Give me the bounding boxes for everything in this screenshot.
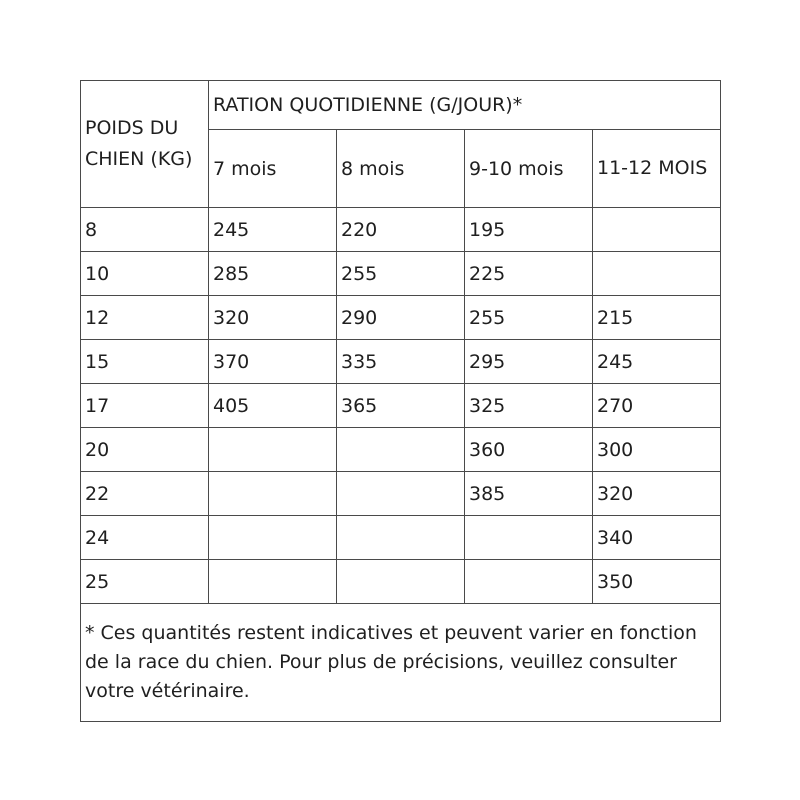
ration-cell: 195 bbox=[465, 208, 593, 252]
weight-cell: 20 bbox=[81, 428, 209, 472]
ration-cell: 215 bbox=[593, 296, 721, 340]
ration-cell: 360 bbox=[465, 428, 593, 472]
ration-cell bbox=[209, 472, 337, 516]
header-row-1 bbox=[81, 81, 721, 130]
age-column-header: 7 mois bbox=[209, 130, 337, 208]
weight-cell: 15 bbox=[81, 340, 209, 384]
ration-cell: 320 bbox=[593, 472, 721, 516]
ration-cell: 270 bbox=[593, 384, 721, 428]
table-row bbox=[81, 340, 721, 384]
ration-cell: 370 bbox=[209, 340, 337, 384]
weight-cell: 25 bbox=[81, 560, 209, 604]
weight-cell: 17 bbox=[81, 384, 209, 428]
age-column-header: 11-12 MOIS bbox=[593, 130, 721, 208]
age-column-header: 9-10 mois bbox=[465, 130, 593, 208]
ration-cell: 290 bbox=[337, 296, 465, 340]
ration-cell bbox=[209, 516, 337, 560]
ration-cell: 405 bbox=[209, 384, 337, 428]
ration-cell bbox=[465, 560, 593, 604]
weight-cell: 8 bbox=[81, 208, 209, 252]
ration-cell bbox=[337, 560, 465, 604]
table-row bbox=[81, 384, 721, 428]
ration-cell bbox=[593, 208, 721, 252]
ration-cell bbox=[337, 516, 465, 560]
table-row bbox=[81, 560, 721, 604]
weight-cell: 22 bbox=[81, 472, 209, 516]
ration-cell bbox=[593, 252, 721, 296]
ration-cell bbox=[465, 516, 593, 560]
ration-cell: 335 bbox=[337, 340, 465, 384]
ration-cell: 245 bbox=[593, 340, 721, 384]
footnote-row bbox=[81, 604, 721, 722]
ration-cell: 295 bbox=[465, 340, 593, 384]
ration-cell: 320 bbox=[209, 296, 337, 340]
ration-cell: 225 bbox=[465, 252, 593, 296]
ration-cell: 350 bbox=[593, 560, 721, 604]
table-row bbox=[81, 296, 721, 340]
ration-cell: 245 bbox=[209, 208, 337, 252]
ration-cell bbox=[337, 428, 465, 472]
ration-cell bbox=[209, 560, 337, 604]
ration-cell bbox=[337, 472, 465, 516]
table-row bbox=[81, 516, 721, 560]
weight-header: POIDS DU CHIEN (KG) bbox=[81, 81, 209, 208]
ration-header: RATION QUOTIDIENNE (G/JOUR)* bbox=[209, 81, 721, 130]
weight-cell: 12 bbox=[81, 296, 209, 340]
ration-cell: 300 bbox=[593, 428, 721, 472]
ration-cell: 385 bbox=[465, 472, 593, 516]
table-row bbox=[81, 472, 721, 516]
table-row bbox=[81, 208, 721, 252]
ration-table bbox=[80, 80, 721, 722]
ration-cell: 340 bbox=[593, 516, 721, 560]
ration-cell: 325 bbox=[465, 384, 593, 428]
ration-cell: 285 bbox=[209, 252, 337, 296]
ration-cell bbox=[209, 428, 337, 472]
ration-cell: 220 bbox=[337, 208, 465, 252]
age-column-header: 8 mois bbox=[337, 130, 465, 208]
footnote: * Ces quantités restent indicatives et peuvent varier en fonction de la race du chien. Pour plus de précisions, veuillez consulter votre vétérinaire. bbox=[81, 604, 721, 722]
weight-cell: 24 bbox=[81, 516, 209, 560]
weight-cell: 10 bbox=[81, 252, 209, 296]
ration-cell: 255 bbox=[337, 252, 465, 296]
table-row bbox=[81, 252, 721, 296]
table-row bbox=[81, 428, 721, 472]
ration-cell: 365 bbox=[337, 384, 465, 428]
ration-cell: 255 bbox=[465, 296, 593, 340]
